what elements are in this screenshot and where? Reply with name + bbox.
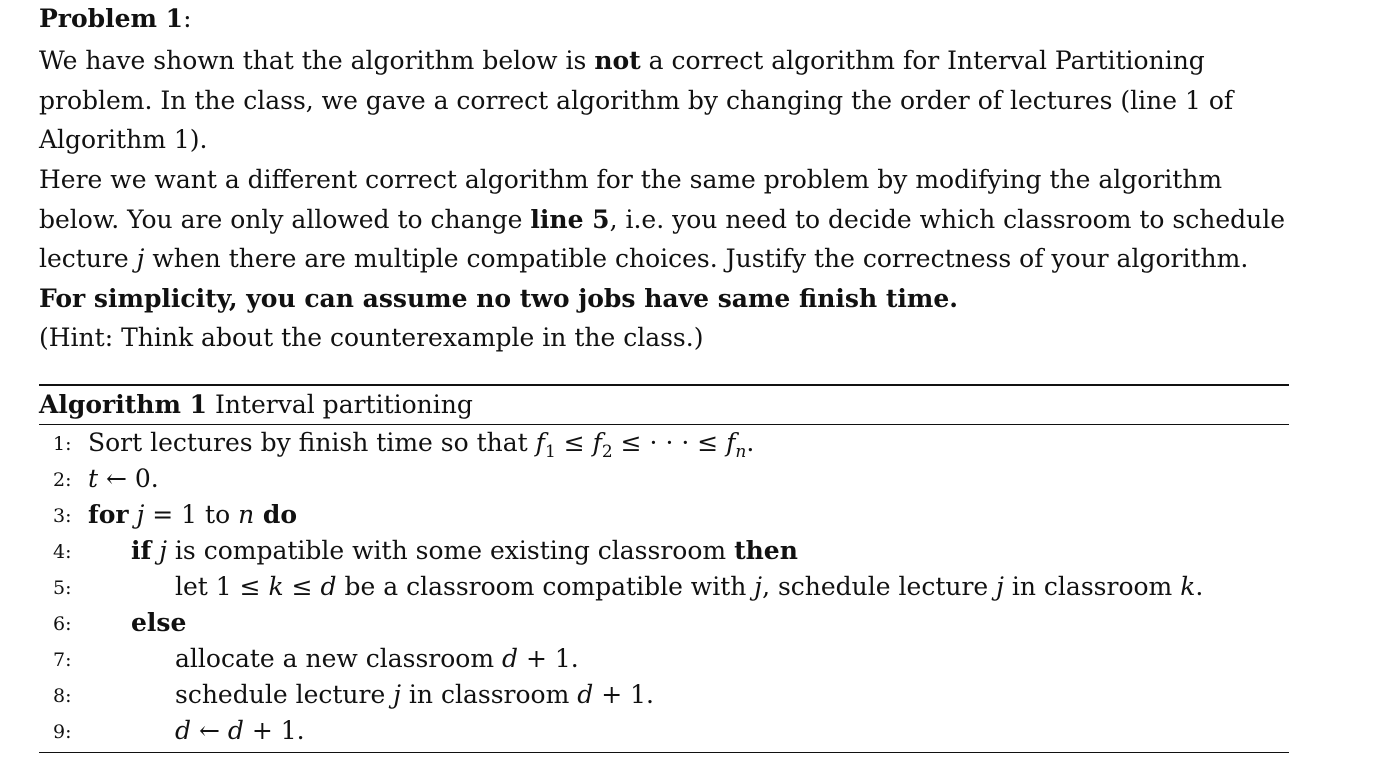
text-segment: below. You are only allowed to change (39, 204, 531, 234)
text-segment: schedule lecture (175, 680, 394, 709)
problem-statement-paragraph (39, 41, 1233, 160)
line-number: 6: (53, 613, 72, 635)
text-segment: when there are multiple compatible choices. Justify the correctness of your algorithm. (144, 244, 1249, 274)
text-segment: problem. In the class, we gave a correct algorithm by changing the order of lectures (line 1 of (39, 85, 1234, 115)
math-variable: j (136, 500, 145, 529)
math-variable: t (88, 464, 99, 493)
text-line (39, 120, 1233, 160)
text-line (39, 318, 703, 358)
math-variable: d (227, 716, 244, 745)
problem-title-colon: : (183, 4, 192, 33)
algorithm-step (39, 533, 1289, 569)
math-variable: n (238, 500, 255, 529)
emphasis-line-5: line 5 (530, 204, 610, 234)
line-number: 7: (53, 649, 72, 671)
line-number: 8: (53, 685, 72, 707)
text-segment: a correct algorithm for Interval Partitioning (640, 46, 1205, 75)
keyword-do: do (254, 500, 298, 529)
math-subscript: n (735, 442, 747, 462)
top-rule (39, 384, 1289, 386)
algorithm-label: Algorithm 1 (39, 390, 207, 419)
text-segment: Algorithm 1). (39, 125, 208, 155)
algorithm-step (39, 425, 1289, 461)
math-subscript: 2 (601, 442, 613, 462)
text-line (39, 41, 1233, 81)
line-number: 1: (53, 433, 72, 455)
keyword-else: else (131, 608, 187, 637)
algorithm-step (39, 605, 1289, 641)
math-operator: ≤ (555, 428, 593, 457)
text-line (39, 279, 958, 319)
math-variable: d (175, 716, 192, 745)
step-text (88, 497, 297, 533)
text-segment: in classroom (1003, 572, 1181, 601)
text-segment: Here we want a different correct algorithm for the same problem by modifying the algorithm (39, 165, 1223, 194)
algorithm-step (39, 677, 1289, 713)
line-number: 9: (53, 721, 72, 743)
simplicity-note (39, 279, 958, 319)
text-segment: is compatible with some existing classroom (166, 536, 735, 565)
math-variable: j (159, 536, 167, 565)
text-segment: be a classroom compatible with (336, 572, 755, 601)
text-segment: (Hint: Think about the counterexample in the class.) (39, 323, 704, 352)
keyword-then: then (734, 536, 798, 565)
text-segment: Sort lectures by finish time so that (88, 428, 536, 457)
math-variable: k (268, 572, 284, 601)
step-text (175, 569, 1203, 605)
text-line (39, 81, 1233, 121)
math-operator: ≤ (283, 572, 321, 601)
text-segment: ← 0. (98, 464, 159, 493)
text-segment: . (1195, 572, 1204, 601)
math-subscript: 1 (544, 442, 556, 462)
algorithm-step (39, 713, 1289, 749)
emphasis-not: not (594, 46, 641, 75)
algorithm-step (39, 497, 1289, 533)
text-segment: , i.e. you need to decide which classroom to schedule (609, 204, 1286, 234)
step-text (131, 605, 186, 641)
problem-heading (39, 2, 192, 36)
math-variable: j (393, 680, 401, 709)
text-segment: = 1 to (144, 500, 239, 529)
step-text (175, 641, 579, 677)
text-segment: let 1 ≤ (175, 572, 269, 601)
text-segment: . (746, 428, 755, 457)
math-variable: k (1180, 572, 1196, 601)
math-variable: d (502, 644, 519, 673)
text-line (39, 160, 1285, 200)
algorithm-title: Interval partitioning (207, 390, 473, 419)
math-operator: ← (191, 716, 228, 745)
line-number: 2: (53, 469, 72, 491)
step-text (175, 713, 305, 749)
algorithm-step (39, 569, 1289, 605)
math-variable: f (726, 428, 736, 457)
problem-title: Problem 1 (39, 4, 184, 33)
keyword-for: for (88, 500, 129, 529)
algorithm-caption (39, 387, 473, 423)
math-variable: j (754, 572, 763, 601)
hint-text (39, 318, 703, 358)
math-operator: ≤ · · · ≤ (612, 428, 727, 457)
algorithm-step (39, 641, 1289, 677)
text-line (39, 239, 1285, 279)
bottom-rule (39, 752, 1289, 753)
math-variable: d (320, 572, 337, 601)
text-segment: + 1. (243, 716, 305, 745)
line-number: 4: (53, 541, 72, 563)
math-variable: f (535, 428, 545, 457)
text-segment: allocate a new classroom (175, 644, 503, 673)
text-segment: lecture (39, 244, 137, 274)
text-segment: For simplicity, you can assume no two jobs have same finish time. (39, 284, 958, 313)
math-variable: j (996, 572, 1004, 601)
step-text (175, 677, 654, 713)
math-variable: f (592, 428, 602, 457)
step-text (131, 533, 798, 569)
text-segment: + 1. (593, 680, 654, 709)
text-segment: We have shown that the algorithm below is (39, 46, 595, 75)
text-segment: , schedule lecture (762, 572, 997, 601)
math-variable: j (136, 244, 145, 274)
algorithm-step (39, 461, 1289, 497)
step-text (88, 461, 159, 497)
math-variable: d (577, 680, 594, 709)
line-number: 5: (53, 577, 72, 599)
text-segment: + 1. (518, 644, 579, 673)
line-number: 3: (53, 505, 72, 527)
text-segment: in classroom (400, 680, 578, 709)
task-paragraph (39, 160, 1285, 279)
text-line (39, 200, 1285, 240)
keyword-if: if (131, 536, 152, 565)
